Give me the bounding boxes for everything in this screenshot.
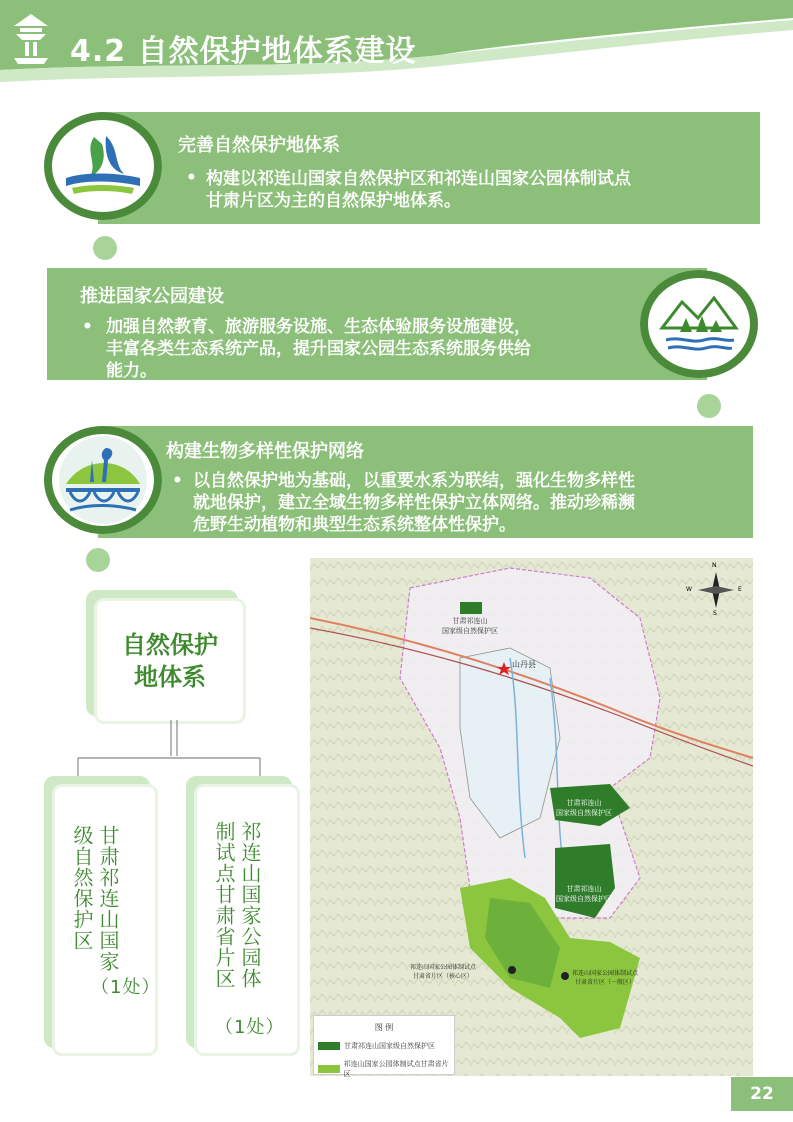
section-1-emblem — [44, 112, 162, 220]
section-1-line-1: 构建以祁连山国家自然保护区和祁连山国家公园体制试点 — [206, 169, 631, 189]
section-2-line-3: 能力。 — [106, 361, 157, 381]
diagram-root-line-2: 地体系 — [134, 663, 206, 691]
diagram-right-box — [194, 784, 300, 1056]
legend-swatch-reserve — [318, 1042, 340, 1050]
diagram-right-count: （1处） — [215, 1017, 285, 1038]
map-label-reserve-low: 甘肃祁连山 国家级自然保护区 — [556, 885, 612, 903]
section-heading-1: 完善自然保护地体系 — [178, 135, 340, 156]
map-terrain — [310, 558, 753, 1076]
page-title: 4.2 自然保护地体系建设 — [70, 34, 417, 69]
diagram-root-box — [94, 598, 246, 724]
legend-label-reserve: 甘肃祁连山国家级自然保护区 — [344, 1042, 435, 1050]
section-bullet-1: • — [186, 168, 197, 188]
page-number: 22 — [731, 1077, 793, 1111]
section-bullet-3: • — [172, 471, 183, 491]
section-2-line-2: 丰富各类生态系统产品，提升国家公园生态系统服务供给 — [106, 339, 531, 359]
crane-bridge-icon — [44, 426, 162, 534]
decorative-dot — [697, 394, 721, 418]
compass-north: N — [712, 562, 717, 569]
map-label-park-core: 祁连山国家公园体制试点 甘肃省片区（核心区） — [410, 964, 477, 980]
map-label-reserve-mid: 甘肃祁连山 国家级自然保护区 — [556, 799, 612, 817]
compass-rose-icon — [696, 570, 736, 610]
section-1-line-2: 甘肃片区为主的自然保护地体系。 — [206, 191, 461, 211]
section-3-line-1: 以自然保护地为基础，以重要水系为联结，强化生物多样性 — [193, 471, 635, 491]
compass-east: E — [738, 586, 742, 593]
map-label-park-general: 祁连山国家公园体制试点 甘肃省片区（一般区） — [572, 970, 639, 986]
compass-south: S — [713, 610, 717, 617]
section-3-emblem — [44, 426, 162, 534]
diagram-left-count: （1处） — [91, 977, 161, 998]
section-3-line-3: 危野生动植物和典型生态系统整体性保护。 — [193, 515, 516, 535]
map-label-reserve-top: 甘肃祁连山 国家级自然保护区 — [442, 617, 498, 635]
diagram-right-text: 祁连山国家公园体制试点甘肃省片区 — [212, 821, 262, 989]
legend-swatch-park — [318, 1065, 340, 1073]
forest-mountain-icon — [640, 270, 758, 378]
section-heading-3: 构建生物多样性保护网络 — [166, 441, 364, 462]
section-heading-2: 推进国家公园建设 — [80, 286, 224, 307]
diagram-left-text: 甘肃祁连山国家级自然保护区 — [70, 825, 120, 972]
protected-area-map — [310, 558, 753, 1076]
diagram-root-line-1: 自然保护 — [122, 631, 218, 659]
section-3-line-2: 就地保护，建立全域生物多样性保护立体网络。推动珍稀濒 — [193, 493, 635, 513]
legend-title: 图 例 — [374, 1023, 394, 1032]
decorative-dot — [86, 548, 110, 572]
section-body-2 — [106, 316, 531, 382]
pagoda-logo-icon — [10, 12, 52, 70]
decorative-dot — [93, 236, 117, 260]
map-label-county: 山丹县 — [512, 660, 536, 669]
section-body-3 — [193, 470, 635, 536]
section-2-emblem — [640, 270, 758, 378]
swan-wave-icon — [44, 112, 162, 220]
compass-west: W — [686, 586, 692, 593]
legend-label-park: 祁连山国家公园体制试点甘肃省片区 — [343, 1060, 449, 1078]
section-2-line-1: 加强自然教育、旅游服务设施、生态体验服务设施建设， — [106, 317, 531, 337]
section-bullet-2: • — [82, 317, 93, 337]
map-legend — [313, 1015, 455, 1078]
diagram-left-box — [52, 784, 161, 1056]
section-body-1 — [206, 168, 631, 212]
diagram-connectors — [70, 720, 270, 780]
